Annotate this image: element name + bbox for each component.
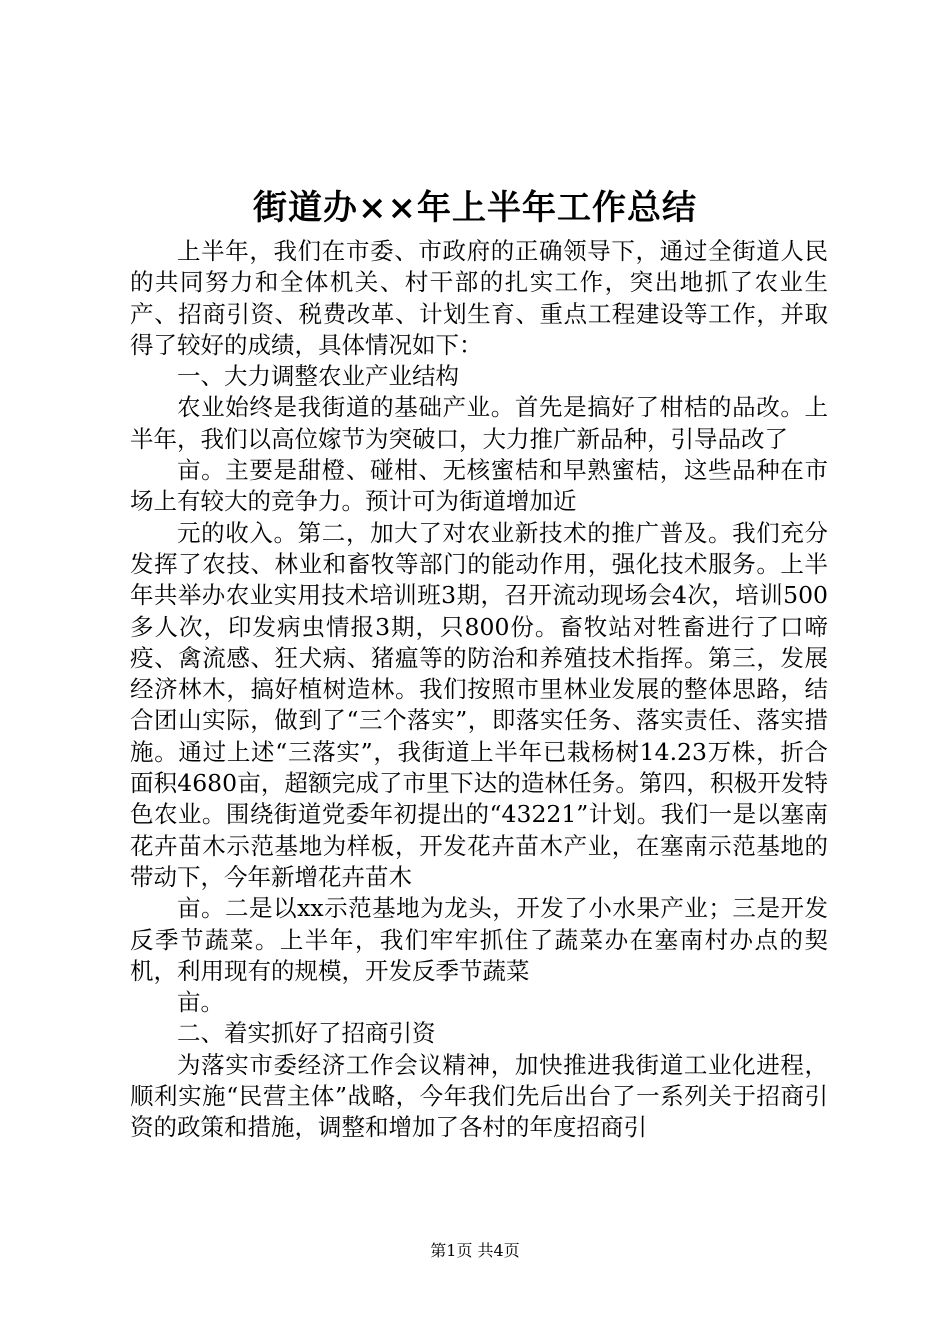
paragraph: 为落实市委经济工作会议精神，加快推进我街道工业化进程，顺利实施“民营主体”战略，今年我们先后出台了一系列关于招商引资的政策和措施，调整和增加了各村的年度招商引 xyxy=(130,1050,828,1142)
document-body xyxy=(130,236,828,1144)
section-heading-investment: 二、着实抓好了招商引资 xyxy=(177,1019,436,1048)
document-title: 街道办××年上半年工作总结 xyxy=(253,188,697,228)
paragraph: 亩。二是以xx示范基地为龙头，开发了小水果产业；三是开发反季节蔬菜。上半年，我们牢牢抓住了蔬菜办在塞南村办点的契机，利用现有的规模，开发反季节蔬菜 xyxy=(130,894,828,985)
paragraph: 亩。 xyxy=(177,988,224,1017)
page-number-footer: 第1页 共4页 xyxy=(430,1241,520,1260)
paragraph: 元的收入。第二，加大了对农业新技术的推广普及。我们充分发挥了农技、林业和畜牧等部门的能动作用，强化技术服务。上半年共举办农业实用技术培训班3期，召开流动现场会4次，培训500多人次，印发病虫情报3期，只800份。畜牧站对牲畜进行了口啼疫、禽流感、狂犬病、猪瘟等的防治和养殖技术指挥。第三，发展经济林木，搞好植树造林。我们按照市里林业发展的整体思路，结合团山实际，做到了“三个落实”，即落实任务、落实责任、落实措施。通过上述“三落实”，我街道上半年已栽杨树14.23万株，折合面积4680亩，超额完成了市里下达的造林任务。第四，积极开发特色农业。围绕街道党委年初提出的“43221”计划。我们一是以塞南花卉苗木示范基地为样板，开发花卉苗木产业，在塞南示范基地的带动下，今年新增花卉苗木 xyxy=(130,518,828,891)
paragraph: 农业始终是我街道的基础产业。首先是搞好了柑桔的品改。上半年，我们以高位嫁节为突破口，大力推广新品种，引导品改了 xyxy=(130,393,828,453)
intro-paragraph: 上半年，我们在市委、市政府的正确领导下，通过全街道人民的共同努力和全体机关、村干部的扎实工作，突出地抓了农业生产、招商引资、税费改革、计划生育、重点工程建设等工作，并取得了较好的成绩，具体情况如下： xyxy=(130,237,828,359)
section-heading-agriculture: 一、大力调整农业产业结构 xyxy=(177,362,459,391)
paragraph: 亩。主要是甜橙、碰柑、无核蜜桔和早熟蜜桔，这些品种在市场上有较大的竞争力。预计可为街道增加近 xyxy=(130,456,828,516)
